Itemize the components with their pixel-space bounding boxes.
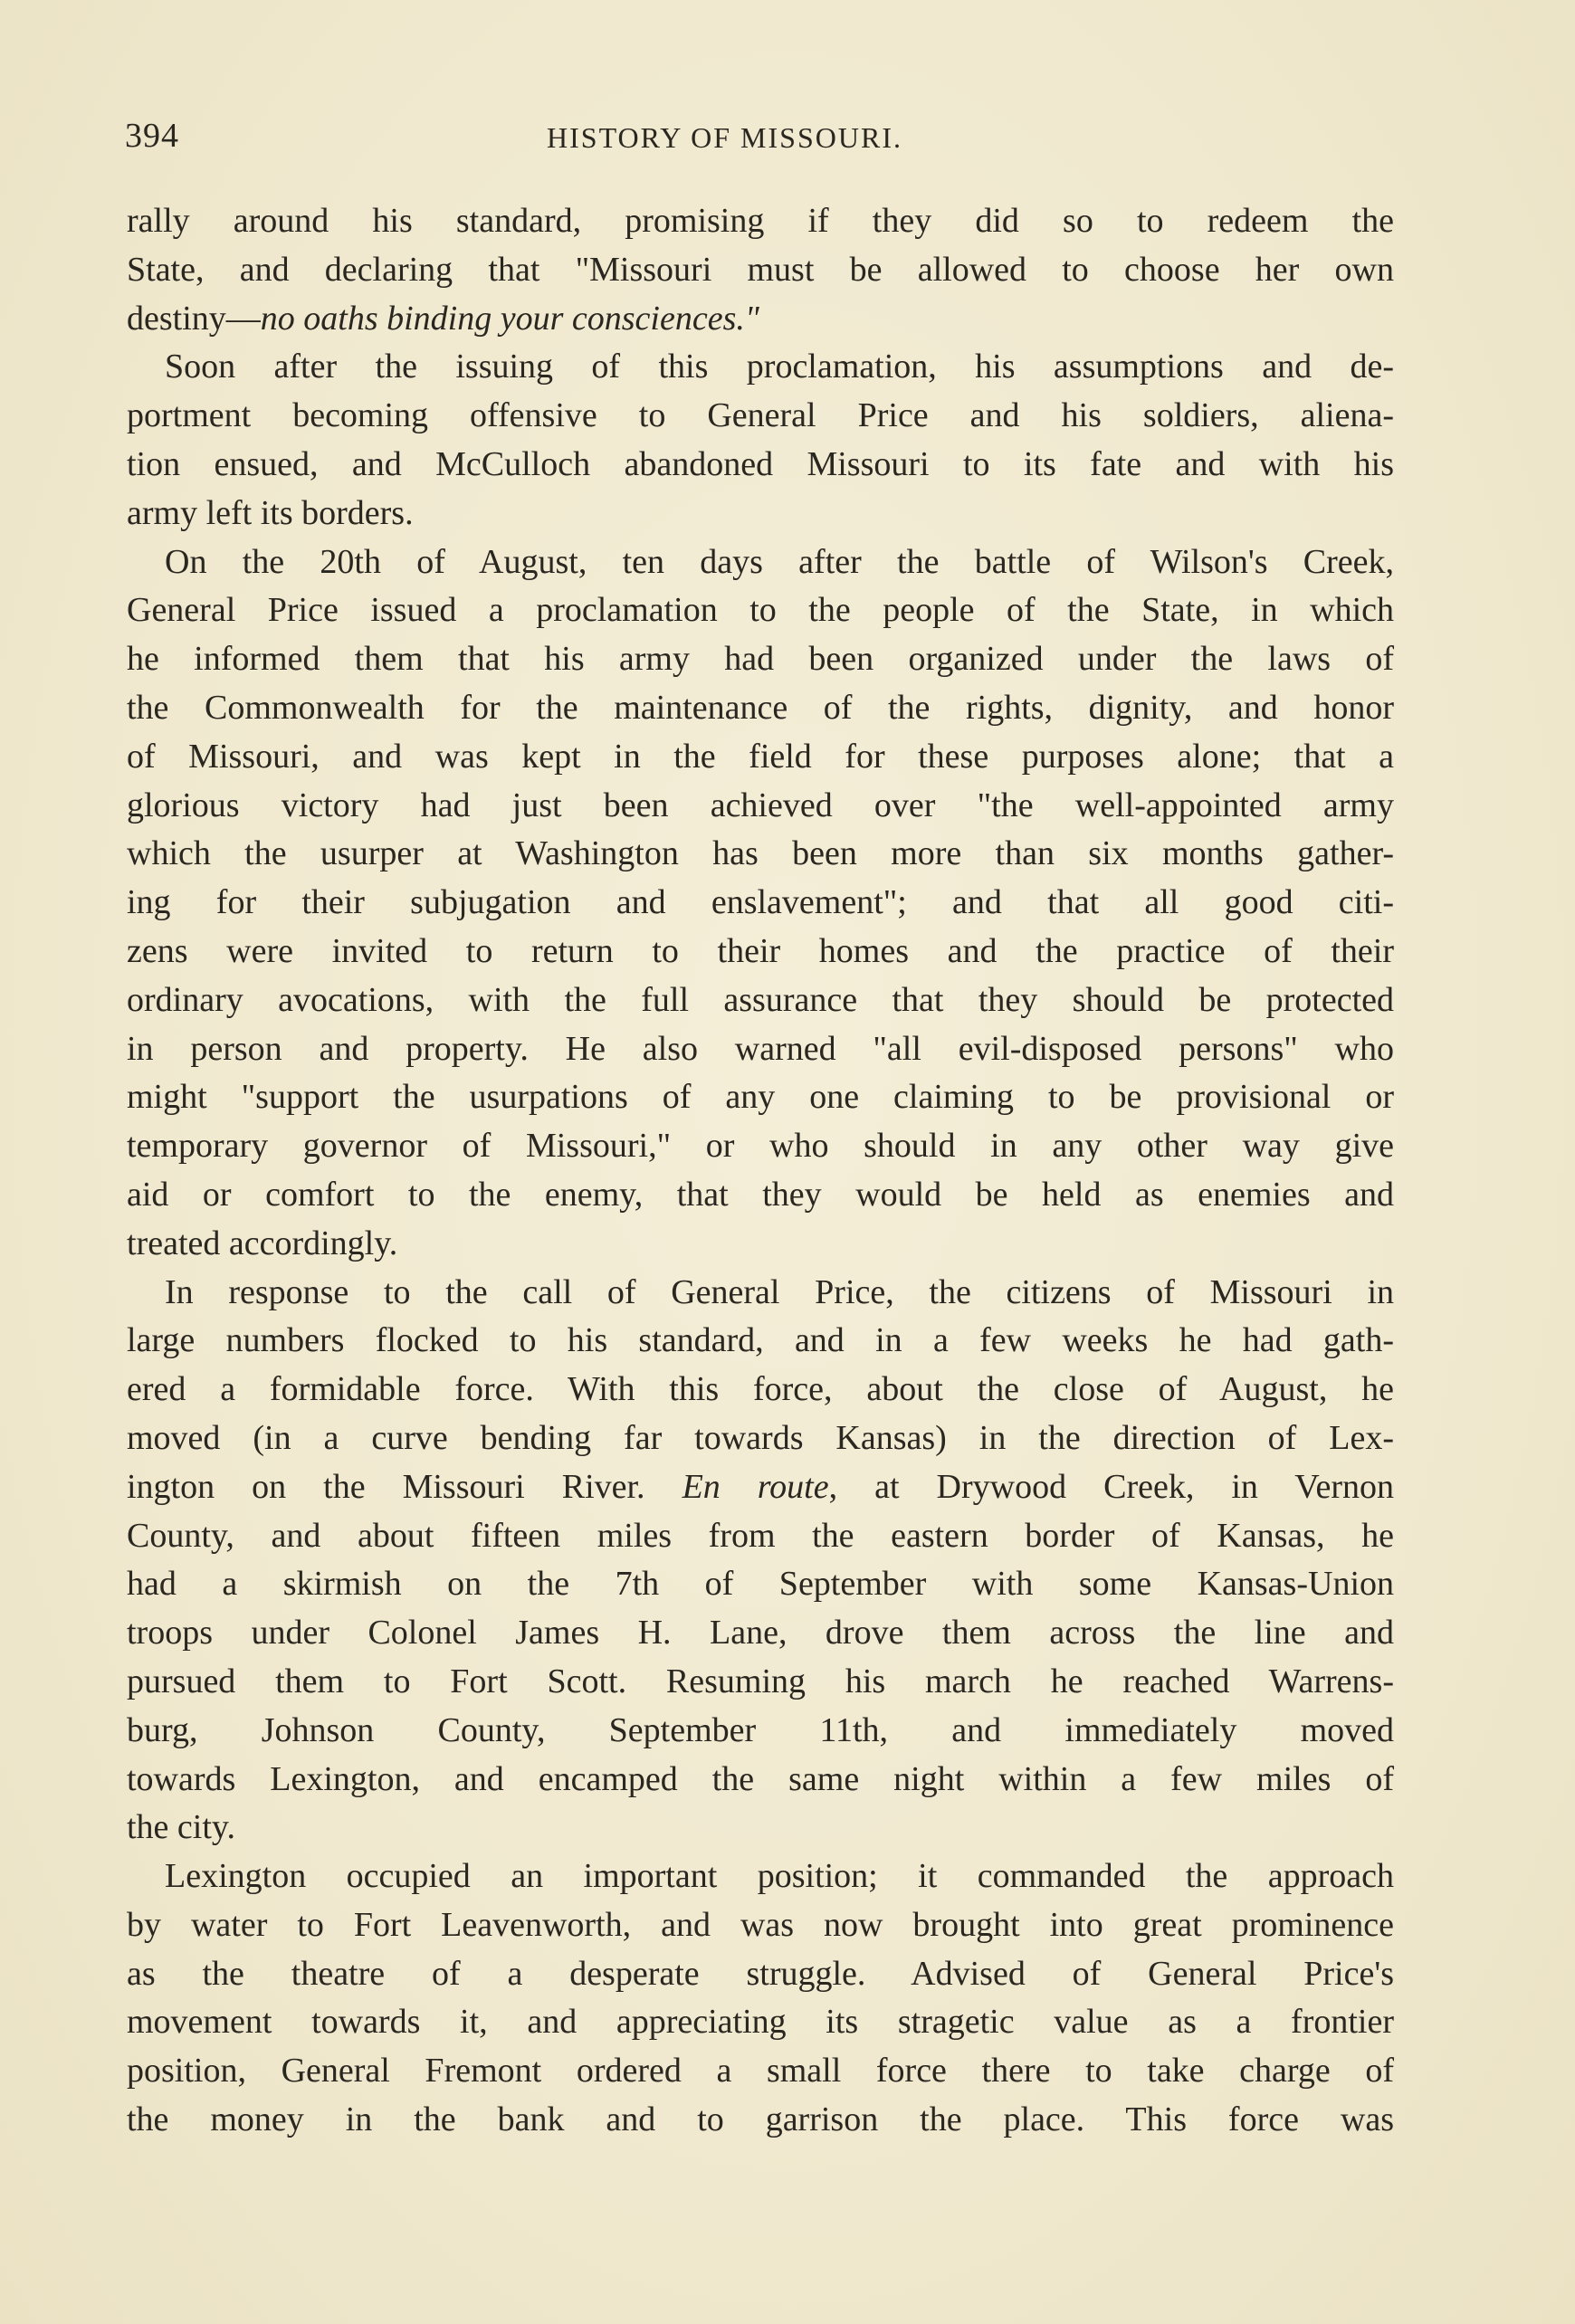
- italic-quote: no oaths binding your consciences.": [260, 299, 759, 338]
- text-run: destiny—: [127, 299, 261, 338]
- text-line: troops under Colonel James H. Lane, drove them across the line and: [127, 1614, 1394, 1653]
- text-line: of Missouri, and was kept in the field for these purposes alone; that a: [127, 737, 1394, 776]
- text-line: army left its borders.: [127, 493, 414, 532]
- text-line: had a skirmish on the 7th of September with some Kansas-Union: [127, 1565, 1394, 1604]
- text-line: aid or comfort to the enemy, that they would be held as enemies and: [127, 1175, 1394, 1214]
- text-line: Lexington occupied an important position; it commanded the approach: [165, 1857, 1394, 1896]
- running-title: HISTORY OF MISSOURI.: [547, 121, 902, 154]
- text-line: the city.: [127, 1808, 235, 1847]
- text-line: pursued them to Fort Scott. Resuming his march he reached Warrens-: [127, 1662, 1394, 1700]
- text-line: by water to Fort Leavenworth, and was now brought into great prominence: [127, 1905, 1394, 1944]
- text-line: In response to the call of General Price, the citizens of Missouri in: [165, 1272, 1394, 1311]
- text-line: [127, 295, 1394, 344]
- text-line: Soon after the issuing of this proclamation, his assumptions and de-: [165, 348, 1394, 386]
- running-head: [125, 116, 1392, 161]
- text-line: State, and declaring that "Missouri must be allowed to choose her own: [127, 250, 1394, 289]
- text-line: tion ensued, and McCulloch abandoned Missouri to its fate and with his: [127, 444, 1394, 483]
- text-run: , at Drywood Creek, in Vernon: [828, 1467, 1394, 1506]
- text-line: ing for their subjugation and enslavement"; and that all good citi-: [127, 883, 1394, 922]
- text-run: ington on the Missouri River.: [127, 1467, 682, 1506]
- text-line: treated accordingly.: [127, 1224, 398, 1262]
- text-line: he informed them that his army had been organized under the laws of: [127, 640, 1394, 679]
- text-line: position, General Fremont ordered a small force there to take charge of: [127, 2052, 1394, 2091]
- text-line: burg, Johnson County, September 11th, and immediately moved: [127, 1710, 1394, 1749]
- text-line: in person and property. He also warned "all evil-disposed persons" who: [127, 1029, 1394, 1068]
- text-line: as the theatre of a desperate struggle. Advised of General Price's: [127, 1954, 1394, 1993]
- text-line: zens were invited to return to their homes and the practice of their: [127, 931, 1394, 970]
- text-line: ordinary avocations, with the full assurance that they should be protected: [127, 980, 1394, 1019]
- text-line: movement towards it, and appreciating its stragetic value as a frontier: [127, 2003, 1394, 2042]
- text-line: [127, 1463, 1394, 1512]
- text-line: temporary governor of Missouri," or who should in any other way give: [127, 1127, 1394, 1166]
- text-line: moved (in a curve bending far towards Kansas) in the direction of Lex-: [127, 1418, 1394, 1457]
- italic-phrase: En route: [682, 1467, 829, 1506]
- text-line: which the usurper at Washington has been more than six months gather-: [127, 834, 1394, 873]
- text-line: glorious victory had just been achieved over "the well-appointed army: [127, 786, 1394, 824]
- text-line: the Commonwealth for the maintenance of the rights, dignity, and honor: [127, 688, 1394, 727]
- text-line: might "support the usurpations of any one claiming to be provisional or: [127, 1078, 1394, 1117]
- text-line: On the 20th of August, ten days after the battle of Wilson's Creek,: [165, 542, 1394, 581]
- text-line: rally around his standard, promising if they did so to redeem the: [127, 202, 1394, 240]
- text-line: ered a formidable force. With this force, about the close of August, he: [127, 1370, 1394, 1409]
- text-line: the money in the bank and to garrison the place. This force was: [127, 2100, 1394, 2139]
- page-number: 394: [125, 117, 179, 155]
- text-line: General Price issued a proclamation to the people of the State, in which: [127, 591, 1394, 630]
- text-line: portment becoming offensive to General Price and his soldiers, aliena-: [127, 396, 1394, 435]
- text-line: large numbers flocked to his standard, and in a few weeks he had gath-: [127, 1321, 1394, 1360]
- body-text: [127, 197, 1394, 2145]
- text-line: County, and about fifteen miles from the eastern border of Kansas, he: [127, 1516, 1394, 1555]
- text-line: towards Lexington, and encamped the same night within a few miles of: [127, 1759, 1394, 1798]
